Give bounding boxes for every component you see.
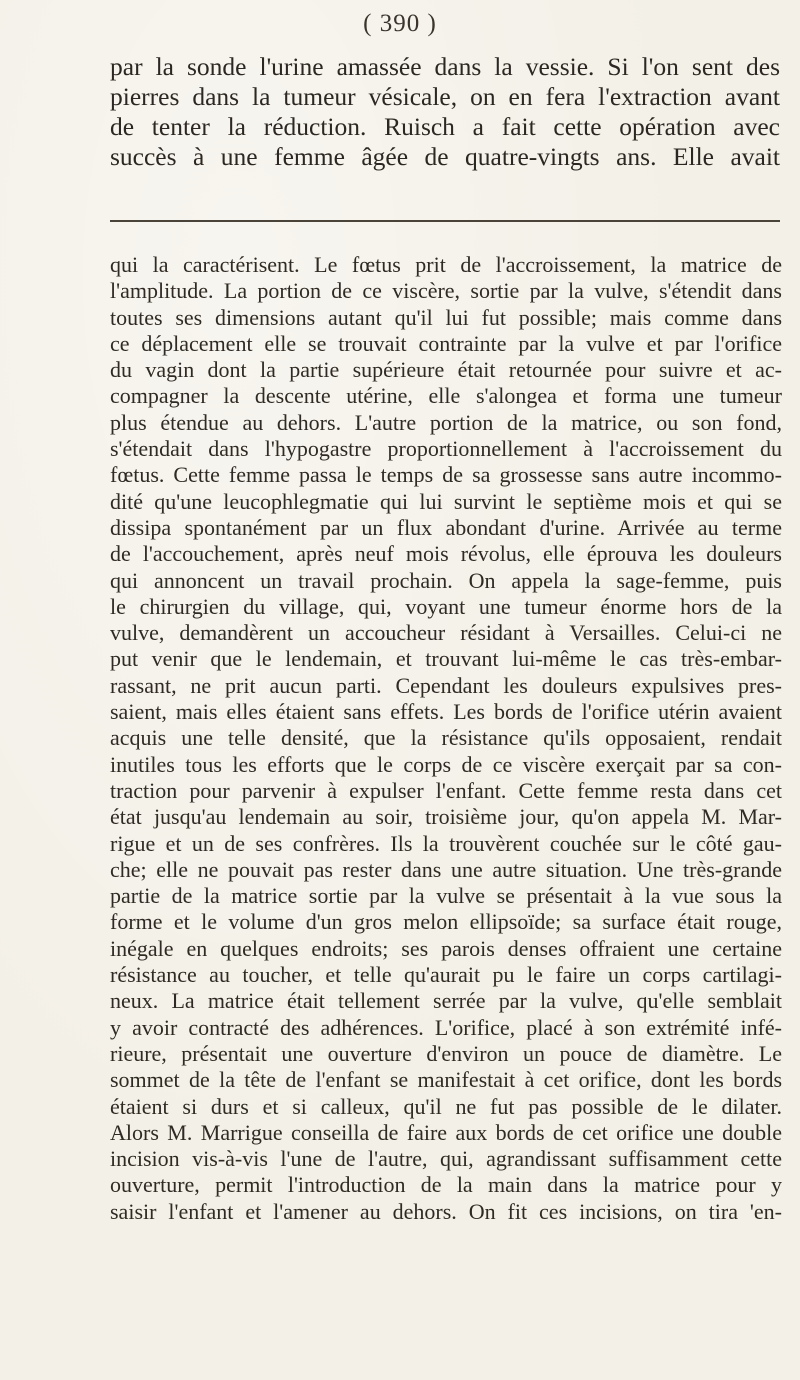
footnote-line: du vagin dont la partie supérieure était retournée pour suivre et ac- [110,357,782,383]
footnote-line: vulve, demandèrent un accoucheur résidant à Versailles. Celui-ci ne [110,620,782,646]
footnote-line: rieure, présentait une ouverture d'environ un pouce de diamètre. Le [110,1040,782,1066]
main-text-line: par la sonde l'urine amassée dans la vessie. Si l'on sent des [110,52,780,81]
footnote-line: ce déplacement elle se trouvait contrainte par la vulve et par l'orifice [110,330,782,356]
footnote-line: Alors M. Marrigue conseilla de faire aux bords de cet orifice une double [110,1119,782,1145]
footnote-line: ouverture, permit l'introduction de la main dans la matrice pour y [110,1172,782,1198]
footnote-line: rigue et un de ses confrères. Ils la trouvèrent couchée sur le côté gau- [110,830,782,856]
footnote-line: y avoir contracté des adhérences. L'orifice, placé à son extrémité infé- [110,1014,782,1040]
main-text-block [110,52,780,172]
footnote-line: inégale en quelques endroits; ses parois denses offraient une certaine [110,935,782,961]
footnote-line: plus étendue au dehors. L'autre portion de la matrice, ou son fond, [110,409,782,435]
footnote-line: put venir que le lendemain, et trouvant lui-même le cas très-embar- [110,646,782,672]
footnote-line: traction pour parvenir à expulser l'enfant. Cette femme resta dans cet [110,777,782,803]
footnote-line: résistance au toucher, et telle qu'aurait pu le faire un corps cartilagi- [110,962,782,988]
footnote-line: incision vis-à-vis l'une de l'autre, qui, agrandissant suffisamment cette [110,1146,782,1172]
footnote-line: acquis une telle densité, que la résistance qu'ils opposaient, rendait [110,725,782,751]
footnote-line: forme et le volume d'un gros melon ellipsoïde; sa surface était rouge, [110,909,782,935]
footnote-line: compagner la descente utérine, elle s'alongea et forma une tumeur [110,383,782,409]
footnote-line: saisir l'enfant et l'amener au dehors. On fit ces incisions, on tira 'en- [110,1198,782,1224]
footnote-line: état jusqu'au lendemain au soir, troisième jour, qu'on appela M. Mar- [110,804,782,830]
page-number: ( 390 ) [363,10,437,37]
main-text-line: succès à une femme âgée de quatre-vingts ans. Elle avait [110,142,780,171]
footnote-line: saient, mais elles étaient sans effets. Les bords de l'orifice utérin avaient [110,699,782,725]
footnote-line: de l'accouchement, après neuf mois révolus, elle éprouva les douleurs [110,541,782,567]
footnote-line: qui la caractérisent. Le fœtus prit de l'accroissement, la matrice de [110,252,782,277]
footnote-line: toutes ses dimensions autant qu'il lui fut possible; mais comme dans [110,304,782,330]
footnote-line: rassant, ne prit aucun parti. Cependant les douleurs expulsives pres- [110,672,782,698]
footnote-block [110,252,782,1225]
main-text-line: pierres dans la tumeur vésicale, on en fera l'extraction avant [110,82,780,111]
footnote-line: qui annoncent un travail prochain. On appela la sage-femme, puis [110,567,782,593]
footnote-line: dissipa spontanément par un flux abondant d'urine. Arrivée au terme [110,514,782,540]
footnote-line: s'étendait dans l'hypogastre proportionnellement à l'accroissement du [110,436,782,462]
footnote-separator-rule [110,220,780,222]
main-text-line: de tenter la réduction. Ruisch a fait cette opération avec [110,112,780,141]
footnote-line: partie de la matrice sortie par la vulve se présentait à la vue sous la [110,883,782,909]
footnote-line: neux. La matrice était tellement serrée par la vulve, qu'elle semblait [110,988,782,1014]
footnote-line: dité qu'une leucophlegmatie qui lui survint le septième mois et qui se [110,488,782,514]
footnote-line: l'amplitude. La portion de ce viscère, sortie par la vulve, s'étendit dans [110,278,782,304]
footnote-line: étaient si durs et si calleux, qu'il ne fut pas possible de le dilater. [110,1093,782,1119]
footnote-line: sommet de la tête de l'enfant se manifestait à cet orifice, dont les bords [110,1067,782,1093]
footnote-line: che; elle ne pouvait pas rester dans une autre situation. Une très-grande [110,856,782,882]
footnote-line: fœtus. Cette femme passa le temps de sa grossesse sans autre incommo- [110,462,782,488]
footnote-line: le chirurgien du village, qui, voyant une tumeur énorme hors de la [110,593,782,619]
footnote-line: inutiles tous les efforts que le corps de ce viscère exerçait par sa con- [110,751,782,777]
